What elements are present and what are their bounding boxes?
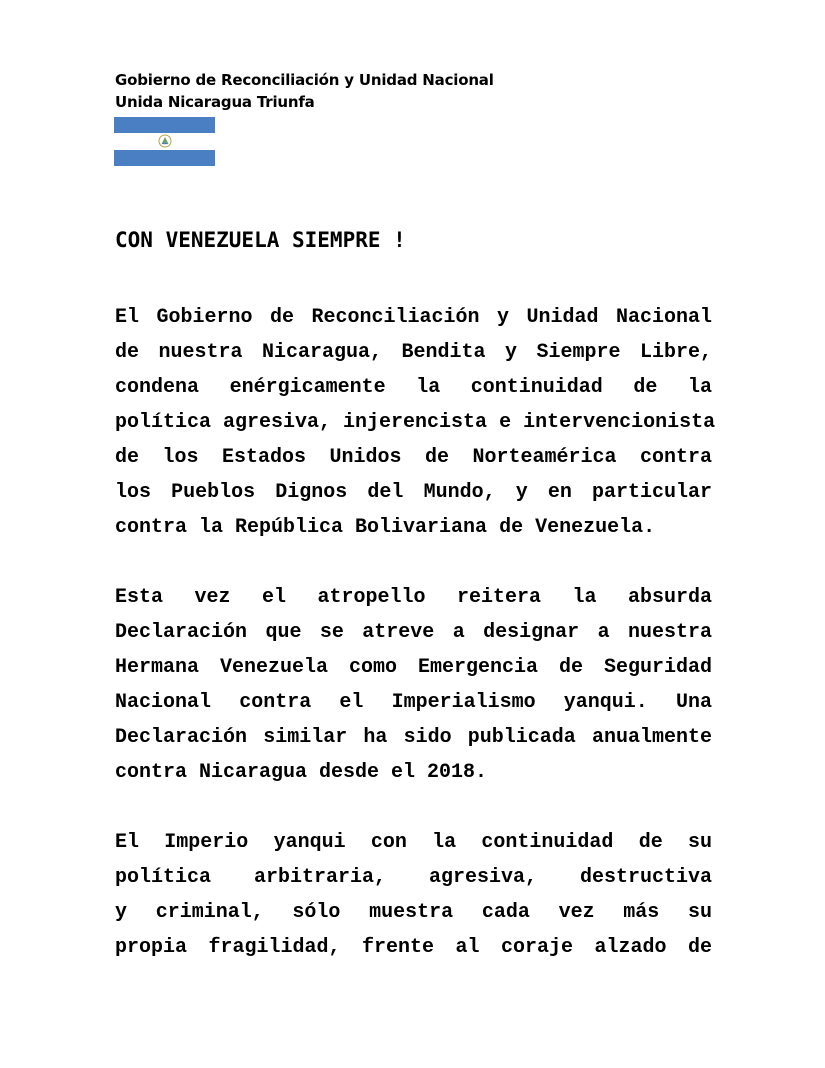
paragraph-line: condena enérgicamente la continuidad de la [115, 376, 712, 399]
page-title: CON VENEZUELA SIEMPRE ! [115, 228, 406, 252]
paragraph-line: de nuestra Nicaragua, Bendita y Siempre Libre, [115, 341, 712, 364]
paragraph-line: propia fragilidad, frente al coraje alzado de [115, 936, 712, 959]
paragraph-line: Hermana Venezuela como Emergencia de Seguridad [115, 656, 712, 679]
paragraph-1 [115, 300, 716, 545]
paragraph-2 [115, 580, 712, 790]
coat-of-arms-icon [158, 134, 172, 148]
letterhead-slogan: Unida Nicaragua Triunfa [115, 93, 315, 111]
paragraph-line: Declaración similar ha sido publicada anualmente [115, 726, 712, 749]
paragraph-line: contra la República Bolivariana de Venezuela. [115, 516, 656, 539]
paragraph-line: contra Nicaragua desde el 2018. [115, 761, 488, 784]
paragraph-3 [115, 825, 712, 965]
nicaragua-flag-icon [114, 117, 215, 166]
letterhead-government-name: Gobierno de Reconciliación y Unidad Nacional [115, 71, 494, 89]
paragraph-line: El Imperio yanqui con la continuidad de su [115, 831, 712, 854]
paragraph-line: de los Estados Unidos de Norteamérica contra [115, 446, 712, 469]
paragraph-line: El Gobierno de Reconciliación y Unidad Nacional [115, 306, 712, 329]
paragraph-line: los Pueblos Dignos del Mundo, y en particular [115, 481, 712, 504]
flag-stripe-top [114, 117, 215, 133]
paragraph-line: Esta vez el atropello reitera la absurda [115, 586, 712, 609]
paragraph-line: Nacional contra el Imperialismo yanqui. Una [115, 691, 712, 714]
paragraph-line: Declaración que se atreve a designar a nuestra [115, 621, 712, 644]
paragraph-line: política agresiva, injerencista e intervencionista [115, 411, 716, 434]
flag-stripe-bottom [114, 150, 215, 166]
letterhead [115, 69, 494, 113]
paragraph-line: y criminal, sólo muestra cada vez más su [115, 901, 712, 924]
paragraph-line: política arbitraria, agresiva, destructiva [115, 866, 712, 889]
